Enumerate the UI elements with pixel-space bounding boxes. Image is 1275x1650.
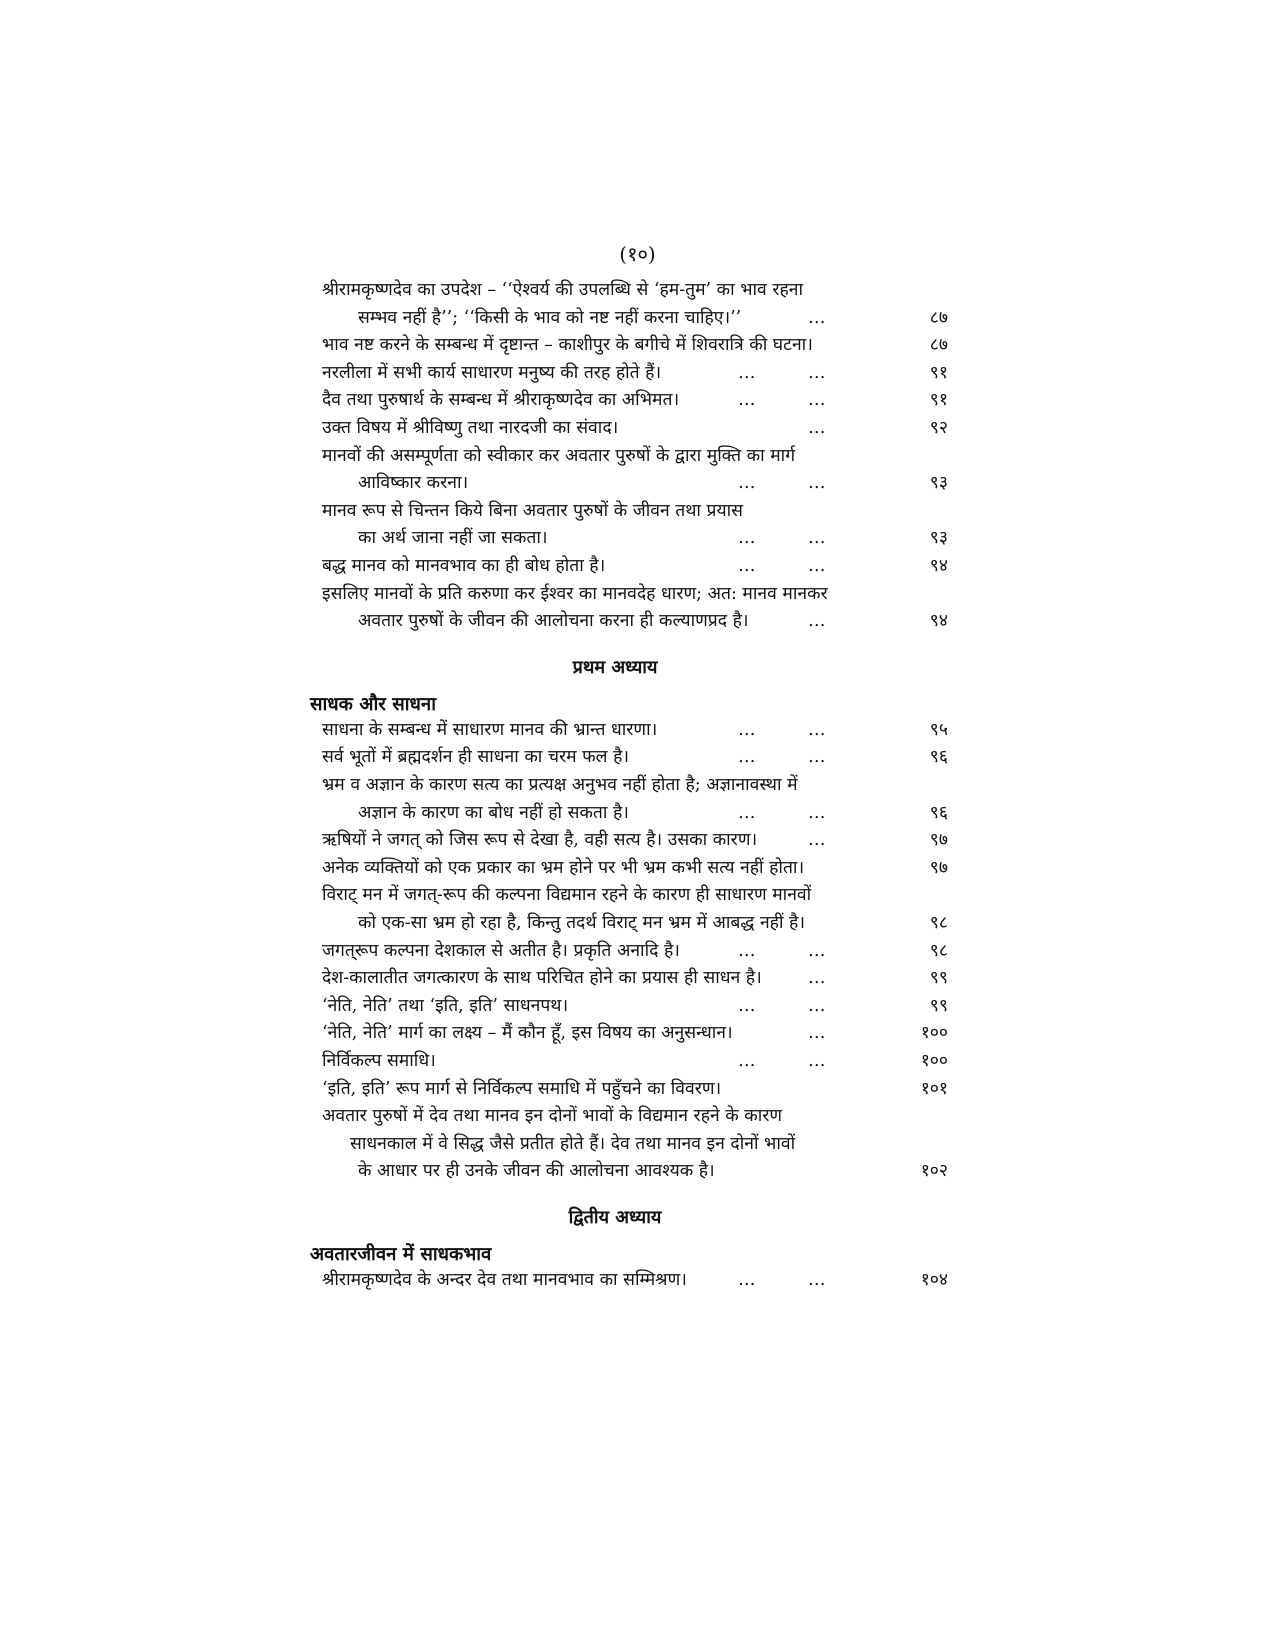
leader-dots: …	[808, 390, 826, 411]
toc-entry-text: का अर्थ जाना नहीं जा सकता।	[358, 528, 548, 549]
toc-page-number: ९९	[929, 995, 948, 1016]
toc-page-number: ९७	[929, 857, 948, 878]
leader-dots: …	[808, 556, 826, 576]
leader-dots: …	[738, 802, 756, 823]
leader-dots: …	[738, 362, 756, 383]
section-title: अवतारजीवन में साधकभाव	[310, 1244, 492, 1265]
toc-page-number: ९१	[929, 362, 948, 383]
toc-entry-text: ‘नेति, नेति’ तथा ‘इति, इति’ साधनपथ।	[322, 995, 569, 1016]
toc-entry-text: श्रीरामकृष्णदेव का उपदेश – ‘‘ऐश्वर्य की उपलब्धि से ‘हम-तुम’ का भाव रहना	[322, 280, 804, 300]
toc-entry-text: इसलिए मानवों के प्रति करुणा कर ईश्वर का मानवदेह धारण; अत: मानव मानकर	[322, 583, 828, 604]
toc-page-number: ९७	[929, 830, 948, 851]
toc-entry-text: अवतार पुरुषों के जीवन की आलोचना करना ही कल्याणप्रद है।	[358, 611, 749, 632]
leader-dots: …	[808, 719, 826, 740]
toc-entry-text: ‘नेति, नेति’ मार्ग का लक्ष्य – मैं कौन हूँ, इस विषय का अनुसन्धान।	[322, 1023, 733, 1044]
toc-page-number: ९५	[929, 719, 948, 740]
leader-dots: …	[738, 940, 756, 961]
toc-entry-text: बद्ध मानव को मानवभाव का ही बोध होता है।	[322, 556, 606, 576]
chapter-heading: प्रथम अध्याय	[572, 656, 658, 678]
toc-entry-text: मानव रूप से चिन्तन किये बिना अवतार पुरुषों के जीवन तथा प्रयास	[322, 500, 743, 521]
toc-page-number: ९३	[929, 528, 948, 549]
toc-entry-text: आविष्कार करना।	[358, 473, 469, 494]
toc-entry-text: उक्त विषय में श्रीविष्णु तथा नारदजी का संवाद।	[322, 418, 619, 438]
toc-page-number: ८७	[929, 307, 948, 328]
toc-page-number: ९६	[929, 802, 948, 823]
toc-page-number: ९२	[929, 418, 948, 438]
leader-dots: …	[738, 528, 756, 549]
toc-entry-text: ऋषियों ने जगत् को जिस रूप से देखा है, वही सत्य है। उसका कारण।	[322, 830, 758, 851]
leader-dots: …	[738, 556, 756, 576]
toc-page-number: १००	[920, 1051, 948, 1071]
leader-dots: …	[738, 390, 756, 411]
leader-dots: …	[738, 1270, 756, 1290]
leader-dots: …	[808, 307, 826, 328]
toc-page-number: १००	[920, 1023, 948, 1044]
leader-dots: …	[808, 611, 826, 632]
toc-entry-text: सर्व भूतों में ब्रह्मदर्शन ही साधना का चरम फल है।	[322, 747, 629, 768]
leader-dots: …	[808, 528, 826, 549]
section-title: साधक और साधना	[310, 693, 436, 715]
toc-page-number: ९९	[929, 968, 948, 989]
toc-entry-text: नरलीला में सभी कार्य साधारण मनुष्य की तरह होते हैं।	[322, 362, 662, 383]
toc-entry-text: अवतार पुरुषों में देव तथा मानव इन दोनों भावों के विद्यमान रहने के कारण	[322, 1106, 783, 1127]
toc-entry-text: ‘इति, इति’ रूप मार्ग से निर्विकल्प समाधि में पहुँचने का विवरण।	[322, 1078, 722, 1099]
toc-page-number: ९४	[929, 611, 948, 632]
toc-page-number: ९३	[929, 473, 948, 494]
leader-dots: …	[808, 940, 826, 961]
leader-dots: …	[738, 747, 756, 768]
toc-entry-text: भ्रम व अज्ञान के कारण सत्य का प्रत्यक्ष अनुभव नहीं होता है; अज्ञानावस्था में	[322, 775, 798, 795]
chapter-heading: द्वितीय अध्याय	[568, 1207, 662, 1228]
leader-dots: …	[808, 418, 826, 438]
toc-entry-text: अज्ञान के कारण का बोध नहीं हो सकता है।	[358, 802, 629, 823]
toc-page-number: ८७	[929, 335, 948, 356]
leader-dots: …	[738, 719, 756, 740]
leader-dots: …	[808, 747, 826, 768]
leader-dots: …	[808, 473, 826, 494]
toc-entry-text: को एक-सा भ्रम हो रहा है, किन्तु तदर्थ विराट् मन भ्रम में आबद्ध नहीं है।	[358, 913, 805, 933]
leader-dots: …	[738, 1051, 756, 1071]
toc-entry-text: निर्विकल्प समाधि।	[322, 1051, 436, 1071]
page-number: (१०)	[619, 242, 656, 266]
toc-entry-text: दैव तथा पुरुषार्थ के सम्बन्ध में श्रीराकृष्णदेव का अभिमत।	[322, 390, 680, 411]
leader-dots: …	[808, 1051, 826, 1071]
leader-dots: …	[808, 1270, 826, 1290]
toc-entry-text: देश-कालातीत जगत्कारण के साथ परिचित होने का प्रयास ही साधन है।	[322, 968, 762, 989]
toc-entry-text: जगत्‌रूप कल्पना देशकाल से अतीत है। प्रकृति अनादि है।	[322, 940, 680, 961]
toc-entry-text: के आधार पर ही उनके जीवन की आलोचना आवश्यक है।	[358, 1161, 715, 1182]
leader-dots: …	[808, 830, 826, 851]
toc-page-number: ९४	[929, 556, 948, 576]
leader-dots: …	[808, 968, 826, 989]
toc-entry-text: भाव नष्ट करने के सम्बन्ध में दृष्टान्त – काशीपुर के बगीचे में शिवरात्रि की घटना।	[322, 335, 813, 356]
toc-entry-text: श्रीरामकृष्णदेव के अन्दर देव तथा मानवभाव का सम्मिश्रण।	[322, 1270, 687, 1290]
leader-dots: …	[808, 1023, 826, 1044]
leader-dots: …	[808, 802, 826, 823]
toc-page-number: ९१	[929, 390, 948, 411]
toc-page-number: १०४	[920, 1270, 948, 1290]
leader-dots: …	[808, 362, 826, 383]
toc-entry-text: अनेक व्यक्तियों को एक प्रकार का भ्रम होने पर भी भ्रम कभी सत्य नहीं होता।	[322, 857, 805, 878]
toc-page-number: १०२	[920, 1161, 948, 1182]
toc-page-number: ९६	[929, 747, 948, 768]
toc-entry-text: सम्भव नहीं है’’; ‘‘किसी के भाव को नष्ट नहीं करना चाहिए।’’	[358, 307, 742, 328]
toc-entry-text: विराट् मन में जगत्-रूप की कल्पना विद्यमान रहने के कारण ही साधारण मानवों	[322, 885, 812, 906]
toc-entry-text: मानवों की असम्पूर्णता को स्वीकार कर अवतार पुरुषों के द्वारा मुक्ति का मार्ग	[322, 445, 796, 466]
toc-entry-text: साधना के सम्बन्ध में साधारण मानव की भ्रान्त धारणा।	[322, 719, 658, 740]
toc-entry-text: साधनकाल में वे सिद्ध जैसे प्रतीत होते हैं। देव तथा मानव इन दोनों भावों	[350, 1133, 796, 1154]
leader-dots: …	[808, 995, 826, 1016]
leader-dots: …	[738, 473, 756, 494]
leader-dots: …	[738, 995, 756, 1016]
toc-page-number: १०१	[920, 1078, 948, 1099]
toc-page-number: ९८	[929, 940, 948, 961]
toc-page-number: ९८	[929, 913, 948, 933]
